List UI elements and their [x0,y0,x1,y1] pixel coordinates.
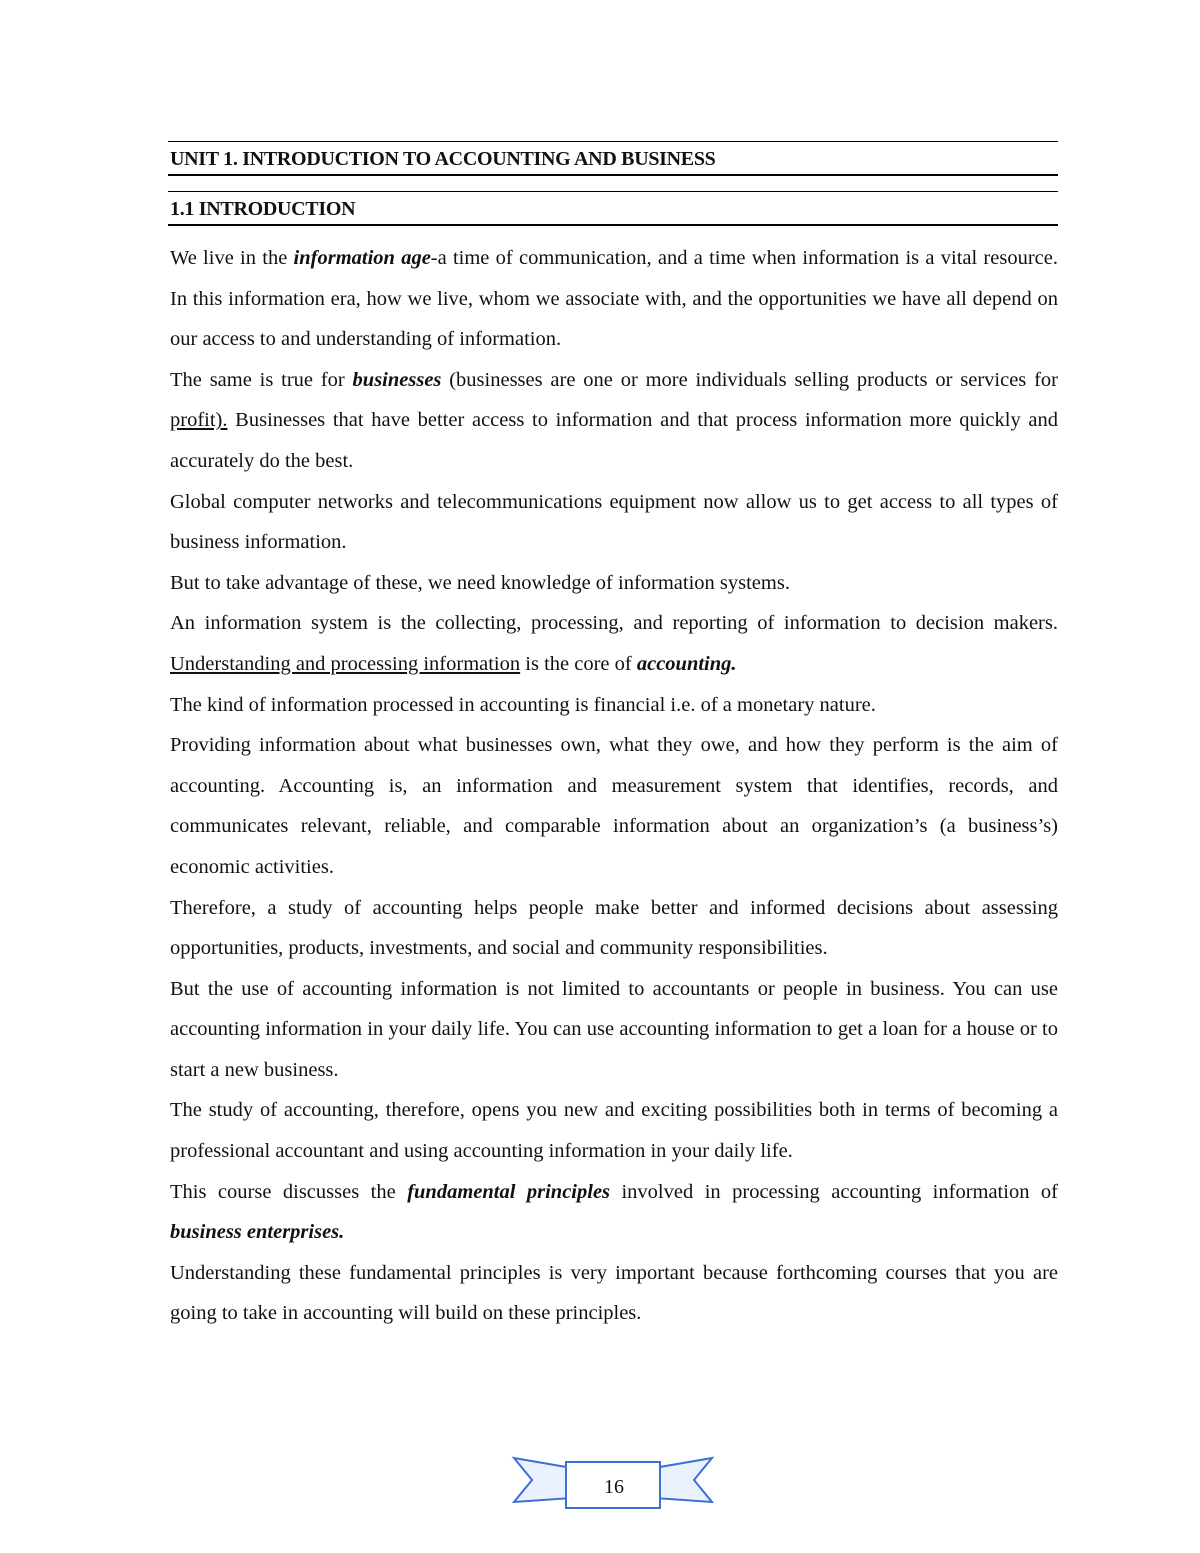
section-heading: 1.1 INTRODUCTION [170,198,356,220]
text-run: We live in the [170,247,294,269]
bottom-rule [168,174,1058,176]
text-run: involved in processing accounting information of [610,1180,1058,1203]
emphasis-term: accounting. [636,652,737,675]
body-text [170,238,1058,1334]
paragraph: But the use of accounting information is not limited to accountants or people in business. You can use accounting information in your daily life. You can use accounting information to get a loan for a house or to start a new business. [170,977,1058,1081]
paragraph [170,603,1058,684]
paragraph [170,360,1058,482]
text-run: This course discusses the [170,1180,408,1203]
paragraph: Global computer networks and telecommunications equipment now allow us to get access to all types of business information. [170,490,1058,554]
text-run: -a time of communication, and a time when information is a vital resource. In this information era, how we live, whom we associate with, and the opportunities we have all depend on our access to and understanding of information. [170,247,1058,351]
paragraph [170,238,1058,360]
bottom-rule [168,224,1058,226]
paragraph: The kind of information processed in accounting is financial i.e. of a monetary nature. [170,693,876,716]
paragraph: Therefore, a study of accounting helps people make better and informed decisions about assessing opportunities, products, investments, and social and community responsibilities. [170,896,1058,960]
paragraph: The study of accounting, therefore, opens you new and exciting possibilities both in terms of becoming a professional accountant and using accounting information in your daily life. [170,1099,1058,1163]
underlined-text: profit). [170,409,228,432]
page-number: 16 [604,1475,624,1498]
unit-heading: UNIT 1. INTRODUCTION TO ACCOUNTING AND BUSINESS [170,148,716,170]
ribbon-left-tail [514,1458,572,1502]
text-run: is the core of [520,652,637,675]
emphasis-term: business enterprises. [170,1221,345,1244]
paragraph [170,1172,1058,1253]
paragraph: But to take advantage of these, we need knowledge of information systems. [170,571,790,594]
section-heading-block [168,191,1058,226]
text-run: The same is true for [170,368,353,391]
underlined-text: Understanding and processing information [170,652,521,675]
emphasis-term: information age [293,247,431,269]
unit-heading-block [168,141,1058,176]
emphasis-term: fundamental principles [407,1180,611,1203]
paragraph: Providing information about what businesses own, what they owe, and how they perform is the aim of accounting. Accounting is, an information and measurement system that identifies, records, and communicates relevant, reliable, and comparable information about an organization’s (a business’s) economic activities. [170,734,1058,878]
ribbon-right-tail [654,1458,712,1502]
text-run: Businesses that have better access to information and that process information more quickly and accurately do the best. [170,409,1058,472]
emphasis-term: businesses [352,368,442,391]
paragraph: Understanding these fundamental principles is very important because forthcoming courses that you are going to take in accounting will build on these principles. [170,1261,1058,1325]
text-run: An information system is the collecting, processing, and reporting of information to decision makers. [170,612,1058,635]
text-run: (businesses are one or more individuals selling products or services for [441,368,1058,391]
